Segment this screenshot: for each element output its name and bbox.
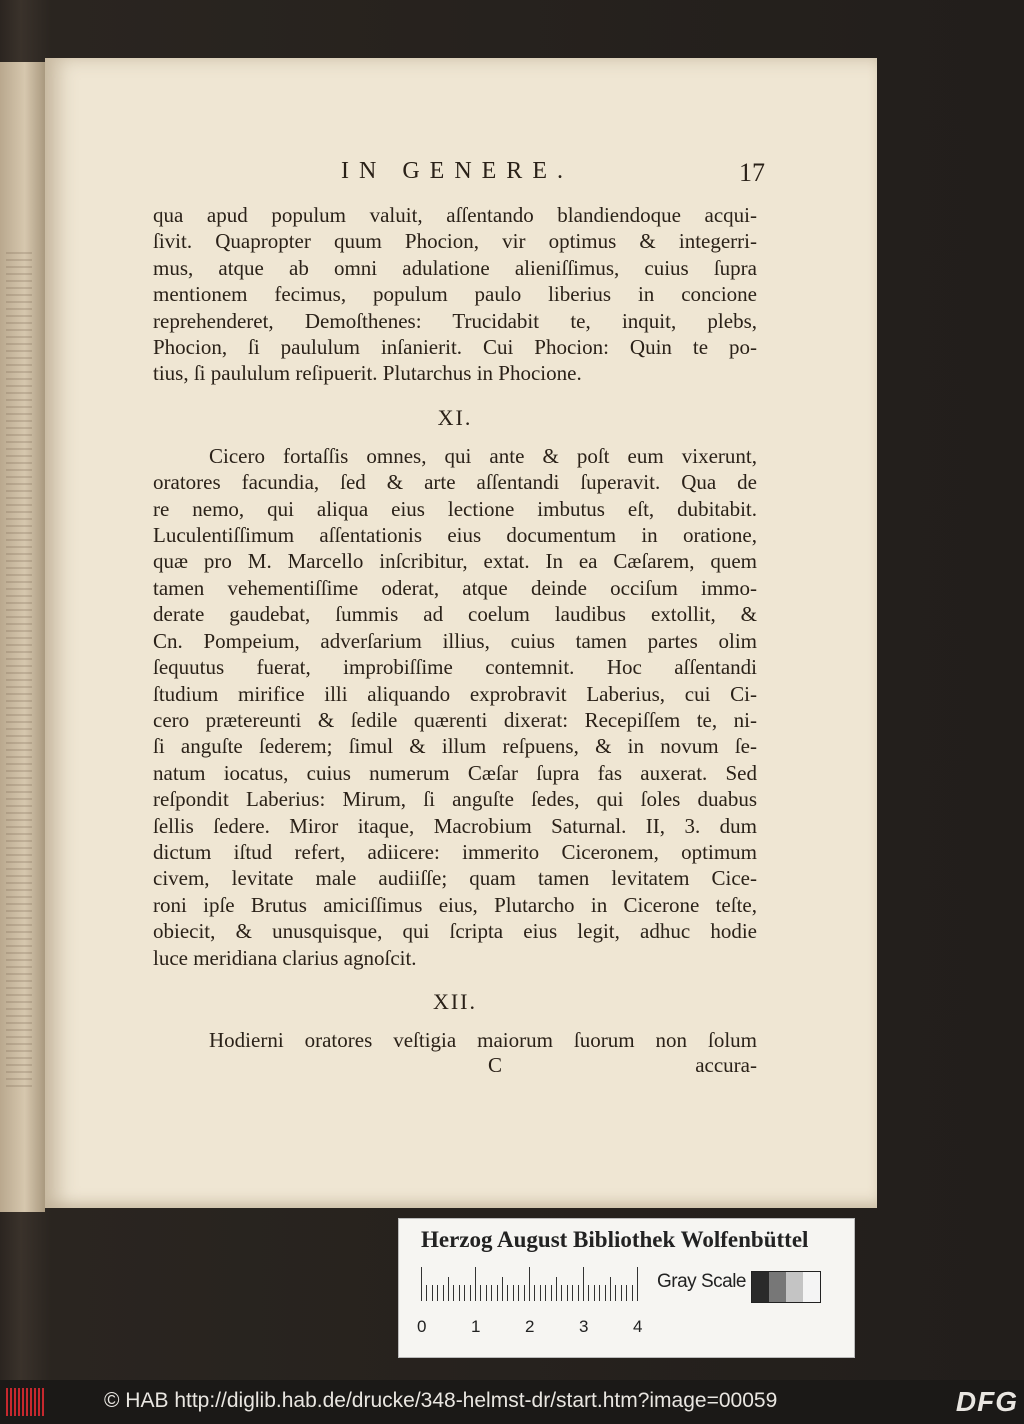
ruler-tick <box>534 1285 535 1301</box>
ruler-number: 1 <box>471 1317 481 1336</box>
ruler-tick <box>448 1277 449 1301</box>
gray-step <box>752 1272 769 1302</box>
text-line: mentionem fecimus, populum paulo liberius in concione <box>153 282 757 307</box>
ruler-tick <box>529 1267 530 1301</box>
text-line: Phocion, ſi paululum inſanierit. Cui Phocion: Quin te po- <box>153 335 757 360</box>
ruler-tick <box>502 1277 503 1301</box>
section-heading-xii: XII. <box>432 988 478 1014</box>
text-line: tius, ſi paululum reſipuerit. Plutarchus in Phocione. <box>153 361 582 386</box>
ruler-number: 4 <box>633 1317 643 1336</box>
ruler-tick <box>464 1285 465 1301</box>
text-line: tamen vehementiſſime oderat, atque deinde occiſum immo- <box>153 575 757 600</box>
gray-step <box>769 1272 786 1302</box>
ruler-tick <box>610 1277 611 1301</box>
copyright-url: © HAB http://diglib.hab.de/drucke/348-helmst-dr/start.htm?image=00059 <box>104 1389 778 1412</box>
gray-scale-label: Gray Scale <box>657 1271 746 1292</box>
ruler-tick <box>588 1285 589 1301</box>
text-line: ſellis ſedere. Miror itaque, Macrobium Saturnal. II, 3. dum <box>153 813 757 838</box>
text-line: mus, atque ab omni adulatione alieniſſimus, cuius ſupra <box>153 255 757 280</box>
library-name: Herzog August Bibliothek Wolfenbüttel <box>421 1227 809 1252</box>
text-line: derate gaudebat, ſummis ad coelum laudibus extollit, & <box>153 602 757 627</box>
text-line: quæ pro M. Marcello inſcribitur, extat. In ea Cæſarem, quem <box>153 549 757 574</box>
dfg-logo: DFG <box>955 1386 1018 1417</box>
ruler-tick <box>437 1285 438 1301</box>
ruler-tick <box>421 1267 422 1301</box>
gray-scale-bar <box>751 1271 821 1303</box>
ruler-tick <box>480 1285 481 1301</box>
ruler-tick <box>524 1285 525 1301</box>
gray-step <box>786 1272 803 1302</box>
text-line: dictum iſtud refert, adiicere: immerito Ciceronem, optimum <box>153 839 757 864</box>
barcode-icon <box>6 1388 46 1416</box>
gray-step <box>803 1272 820 1302</box>
ruler-tick <box>621 1285 622 1301</box>
text-line: reſpondit Laberius: Mirum, ſi anguſte ſedes, qui ſoles duabus <box>153 787 757 812</box>
text-line: ſtudium mirifice illi aliquando exprobravit Laberius, cui Ci- <box>153 681 757 706</box>
page-edge-texture <box>6 252 32 1092</box>
text-line: Luculentiſſimum aſſentationis eius documentum in oratione, <box>153 523 757 548</box>
ruler-tick <box>599 1285 600 1301</box>
ruler-tick <box>545 1285 546 1301</box>
ruler-tick <box>556 1277 557 1301</box>
ruler-tick <box>583 1267 584 1301</box>
ruler-tick <box>443 1285 444 1301</box>
text-line: oratores facundia, ſed & arte aſſentandi ſuperavit. Qua de <box>153 470 757 495</box>
left-page-edge <box>0 62 45 1212</box>
ruler-tick <box>626 1285 627 1301</box>
text-line: qua apud populum valuit, aſſentando blandiendoque acqui- <box>153 203 757 227</box>
book-page <box>45 58 877 1208</box>
paragraph-3 <box>153 1027 757 1053</box>
text-line: reprehenderet, Demoſthenes: Trucidabit te, inquit, plebs, <box>153 308 757 333</box>
text-line: ſequutus fuerat, improbiſſime contemnit. Hoc aſſentandi <box>153 655 757 680</box>
running-head-title: IN GENERE. <box>341 158 573 184</box>
ruler-tick <box>470 1285 471 1301</box>
ruler-tick <box>491 1285 492 1301</box>
ruler-tick <box>605 1285 606 1301</box>
footer-bar <box>0 1380 1024 1424</box>
signature-line <box>153 1053 757 1081</box>
ruler-tick <box>561 1285 562 1301</box>
ruler-scale <box>421 1267 641 1301</box>
ruler-tick <box>551 1285 552 1301</box>
ruler-tick <box>518 1285 519 1301</box>
ruler-number: 0 <box>417 1317 427 1336</box>
ruler-tick <box>486 1285 487 1301</box>
running-head <box>153 158 765 192</box>
ruler-tick <box>632 1285 633 1301</box>
text-line: natum iocatus, cuius numerum Cæſar ſupra fas auxerat. Sed <box>153 760 757 785</box>
ruler-tick <box>432 1285 433 1301</box>
page-text-block <box>153 158 765 1081</box>
ruler-tick <box>497 1285 498 1301</box>
text-line: obiecit, & unusquisque, qui ſcripta eius legit, adhuc hodie <box>153 919 757 944</box>
text-line: Hodierni oratores veſtigia maiorum ſuorum non ſolum <box>209 1027 757 1052</box>
section-heading-xi: XI. <box>437 404 473 430</box>
ruler-tick <box>453 1285 454 1301</box>
ruler-number: 3 <box>579 1317 589 1336</box>
ruler-tick <box>637 1267 638 1301</box>
signature-mark: C <box>488 1053 503 1078</box>
ruler-tick <box>567 1285 568 1301</box>
catchword: accura- <box>695 1053 757 1078</box>
ruler-tick <box>513 1285 514 1301</box>
text-line: roni ipſe Brutus amiciſſimus eius, Plutarcho in Cicerone teſte, <box>153 892 757 917</box>
text-line: Cn. Pompeium, adverſarium illius, cuius tamen partes olim <box>153 628 757 653</box>
text-line: civem, levitate male audiiſſe; quam tamen levitatem Cice- <box>153 866 757 891</box>
ruler-tick <box>426 1285 427 1301</box>
paragraph-2 <box>153 443 757 971</box>
ruler-tick <box>615 1285 616 1301</box>
ruler-tick <box>459 1285 460 1301</box>
paragraph-1 <box>153 202 757 387</box>
ruler-tick <box>594 1285 595 1301</box>
text-line: Cicero fortaſſis omnes, qui ante & poſt eum vixerunt, <box>209 443 757 468</box>
text-line: ſivit. Quapropter quum Phocion, vir optimus & integerri- <box>153 229 757 254</box>
text-line: cero prætereunti & ſedile quærenti dixerat: Recepiſſem te, ni- <box>153 707 757 732</box>
text-line: luce meridiana clarius agnoſcit. <box>153 945 417 970</box>
page-number: 17 <box>739 158 765 187</box>
text-line: ſi anguſte ſederem; ſimul & illum reſpuens, & in novum ſe- <box>153 734 757 759</box>
ruler-tick <box>540 1285 541 1301</box>
text-line: re nemo, qui aliqua eius lectione imbutus eſt, dubitabit. <box>153 496 757 521</box>
ruler-tick <box>578 1285 579 1301</box>
ruler-tick <box>507 1285 508 1301</box>
color-calibration-card <box>398 1218 855 1358</box>
ruler-tick <box>475 1267 476 1301</box>
ruler-tick <box>572 1285 573 1301</box>
ruler-number: 2 <box>525 1317 535 1336</box>
